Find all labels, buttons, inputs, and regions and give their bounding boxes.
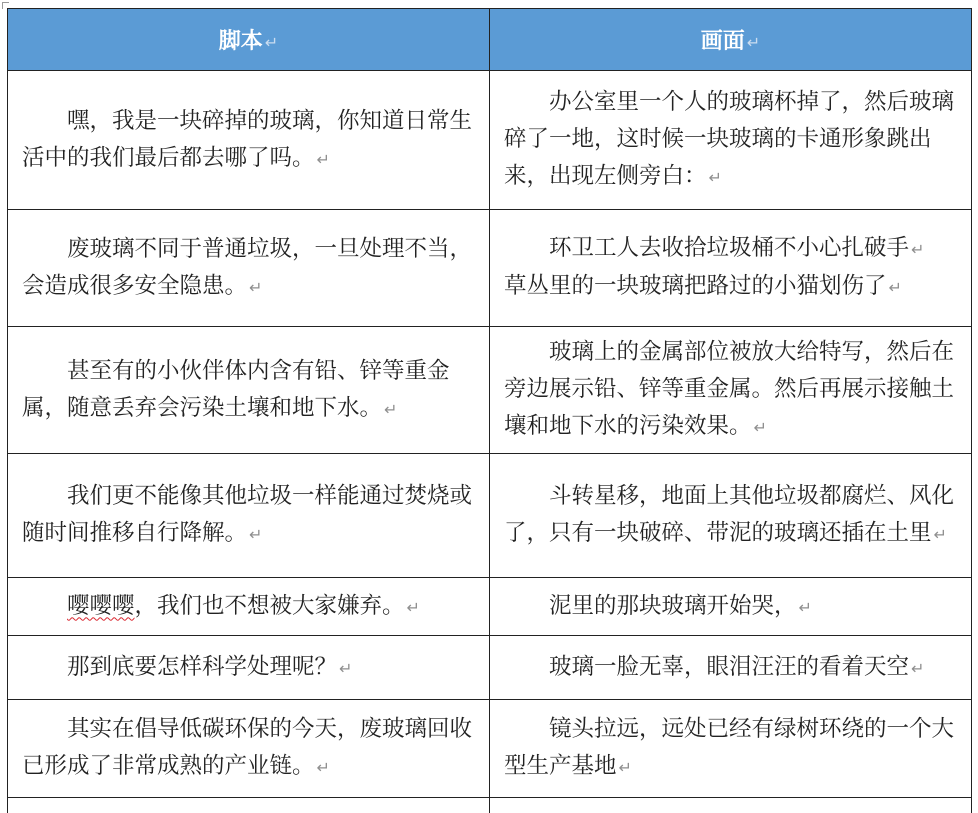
script-cell[interactable]: 废玻璃不同于普通垃圾，一旦处理不当，会造成很多安全隐患。 ↵ (8, 210, 490, 327)
table-row (8, 71, 972, 210)
return-mark-icon: ↵ (618, 758, 632, 777)
return-mark-icon: ↵ (249, 277, 263, 297)
return-mark-icon: ↵ (708, 168, 722, 187)
return-mark-icon: ↵ (406, 597, 420, 617)
return-mark-icon: ↵ (753, 418, 767, 437)
table-row (8, 210, 972, 327)
script-cell-empty[interactable] (8, 798, 490, 813)
table-row (8, 454, 972, 578)
header-scene[interactable]: 画面 ↵ (490, 9, 972, 71)
scene-cell[interactable]: 斗转星移，地面上其他垃圾都腐烂、风化了，只有一块破碎、带泥的玻璃还插在土里 ↵ (490, 454, 972, 578)
storyboard-table (7, 8, 972, 813)
return-mark-icon: ↵ (264, 33, 279, 52)
script-cell[interactable]: 甚至有的小伙伴体内含有铅、锌等重金属，随意丢弃会污染土壤和地下水。 ↵ (8, 327, 490, 454)
scene-cell[interactable]: 办公室里一个人的玻璃杯掉了，然后玻璃碎了一地，这时候一块玻璃的卡通形象跳出来，出现左侧旁白： ↵ (490, 71, 972, 210)
return-mark-icon: ↵ (746, 33, 761, 52)
scene-cell[interactable]: 玻璃上的金属部位被放大给特写，然后在旁边展示铅、锌等重金属。然后再展示接触土壤和地下水的污染效果。 ↵ (490, 327, 972, 454)
table-row (8, 700, 972, 798)
script-cell[interactable]: 那到底要怎样科学处理呢？ ↵ (8, 636, 490, 700)
scene-cell[interactable]: 镜头拉远，远处已经有绿树环绕的一个大型生产基地 ↵ (490, 700, 972, 798)
spellcheck-squiggle: 嘤嘤嘤 (67, 592, 135, 619)
scene-cell-empty[interactable] (490, 798, 972, 813)
table-row (8, 327, 972, 454)
script-cell[interactable]: 嘿，我是一块碎掉的玻璃，你知道日常生活中的我们最后都去哪了吗。 ↵ (8, 71, 490, 210)
scene-cell[interactable]: 泥里的那块玻璃开始哭， ↵ (490, 578, 972, 636)
scene-cell[interactable]: 环卫工人去收拾垃圾桶不小心扎破手 ↵ 草丛里的一块玻璃把路过的小猫划伤了 ↵ (490, 210, 972, 327)
return-mark-icon: ↵ (316, 149, 330, 169)
script-cell[interactable]: 我们更不能像其他垃圾一样能通过焚烧或随时间推移自行降解。 ↵ (8, 454, 490, 578)
return-mark-icon: ↵ (339, 658, 353, 678)
table-row (8, 578, 972, 636)
return-mark-icon: ↵ (316, 758, 330, 777)
header-row (8, 9, 972, 71)
table-row-partial (8, 798, 972, 813)
return-mark-icon: ↵ (933, 525, 947, 544)
return-mark-icon: ↵ (384, 399, 398, 419)
return-mark-icon: ↵ (911, 658, 925, 678)
script-cell[interactable]: 其实在倡导低碳环保的今天，废玻璃回收已形成了非常成熟的产业链。 ↵ (8, 700, 490, 798)
return-mark-icon: ↵ (249, 525, 263, 544)
return-mark-icon: ↵ (798, 597, 812, 617)
header-script[interactable]: 脚本 ↵ (8, 9, 490, 71)
return-mark-icon: ↵ (888, 278, 902, 297)
script-cell[interactable]: 嘤嘤嘤，我们也不想被大家嫌弃。 ↵ (8, 578, 490, 636)
scene-cell[interactable]: 玻璃一脸无辜，眼泪汪汪的看着天空 ↵ (490, 636, 972, 700)
table-row (8, 636, 972, 700)
return-mark-icon: ↵ (911, 240, 925, 259)
